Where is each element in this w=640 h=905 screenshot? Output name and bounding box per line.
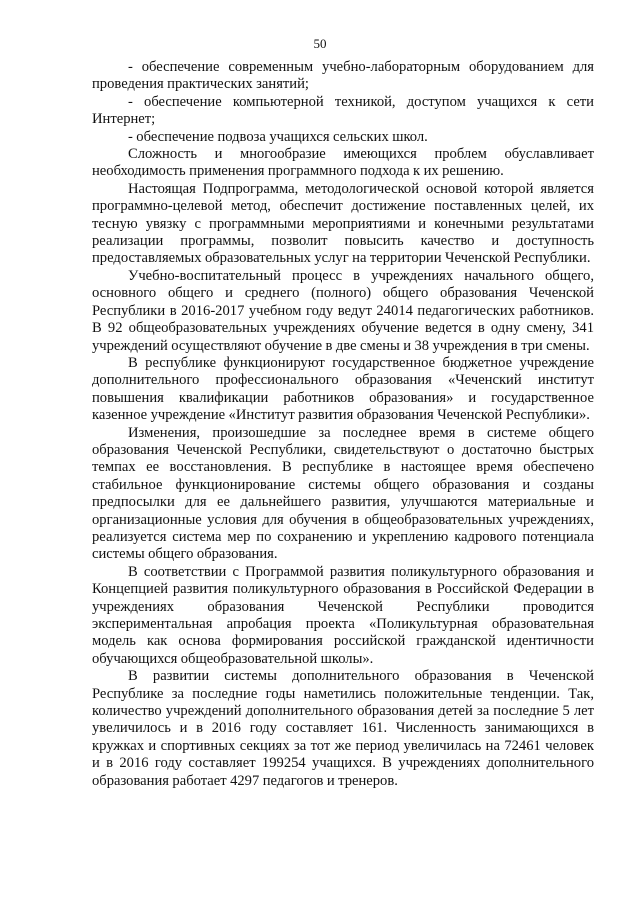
paragraph-multicultural: В соответствии с Программой развития поликультурного образования и Концепцией развития поликультурного образования в Российской Федерации в учреждениях образования Чеченской Республики проводится экспериментальная апробация проекта «Поликультурная образовательная модель как основа формирования российской гражданской идентичности обучающихся общеобразовательной школы». — [92, 563, 594, 667]
paragraph-transport: - обеспечение подвоза учащихся сельских школ. — [128, 128, 428, 145]
paragraph-additional-education: В развитии системы дополнительного образования в Чеченской Республике за последние годы наметились положительные тенденции. Так, количество учреждений дополнительного образования детей за последние 5 лет увеличилось и в 2016 году составляет 161. Численность занимающихся в кружках и спортивных секциях за тот же период увеличилась на 72461 человек и в 2016 году составляет 199254 учащихся. В учреждениях дополнительного образования работает 4297 педагогов и тренеров. — [92, 668, 594, 789]
page-number: 50 — [313, 36, 327, 51]
paragraph-complexity: Сложность и многообразие имеющихся проблем обуславливает необходимость применения программного подхода к их решению. — [92, 146, 594, 180]
paragraph-equipment: - обеспечение современным учебно-лабораторным оборудованием для проведения практических занятий; — [92, 59, 594, 93]
paragraph-computers: - обеспечение компьютерной техникой, доступом учащихся к сети Интернет; — [92, 93, 594, 128]
document-body — [92, 59, 594, 790]
paragraph-subprogram: Настоящая Подпрограмма, методологической основой которой является программно-целевой метод, обеспечит достижение поставленных целей, их тесную увязку с программными мероприятиями и конечными результатами реализации программы, позволит повысить качество и доступность предоставляемых образовательных услуг на территории Чеченской Республики. — [92, 180, 594, 267]
paragraph-changes: Изменения, произошедшие за последнее время в системе общего образования Чеченской Республики, свидетельствуют о достаточно быстрых темпах ее восстановления. В республике в настоящее время обеспечено стабильное функционирование системы общего образования и созданы предпосылки для ее дальнейшего развития, улучшаются материальные и организационные условия для обучения в общеобразовательных учреждениях, реализуется система мер по сохранению и укреплению кадрового потенциала системы общего образования. — [92, 424, 594, 563]
paragraph-institutions: В республике функционируют государственное бюджетное учреждение дополнительного профессионального образования «Чеченский институт повышения квалификации работников образования» и государственное казенное учреждение «Институт развития образования Чеченской Республики». — [92, 354, 594, 424]
paragraph-educational-process: Учебно-воспитательный процесс в учреждениях начального общего, основного общего и среднего (полного) общего образования Чеченской Республики в 2016-2017 учебном году ведут 24014 педагогических работников. В 92 общеобразовательных учреждениях обучение ведется в одну смену, 341 учреждений осуществляют обучение в две смены и 38 учреждения в три смены. — [92, 267, 594, 354]
